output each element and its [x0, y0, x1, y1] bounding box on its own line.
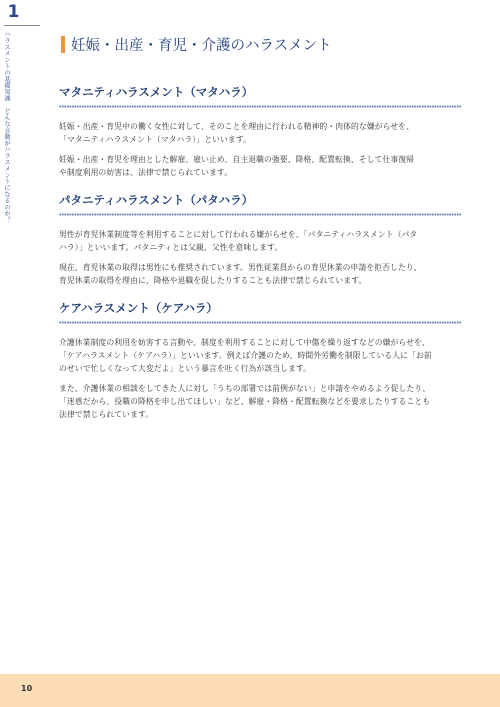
- chapter-divider: [4, 25, 40, 26]
- chapter-side-title: ハラスメントの基礎知識 どんな言動がハラスメントになるのか？: [3, 31, 10, 223]
- title-accent-bar: [61, 36, 65, 53]
- paragraph: 男性が育児休業制度等を利用することに対して行われる嫌がらせを、「パタニティハラスメント（パタ ハラ）」といいます。パタニティとは父親、父性を意味します。: [59, 230, 418, 252]
- chapter-number: 1: [7, 2, 20, 22]
- footer-band: [0, 674, 500, 707]
- paragraph: 妊娠・出産・育児を理由とした解雇、雇い止め、自主退職の強要、降格、配置転換、そして仕事復帰 や制度利用の妨害は、法律で禁じられています。: [59, 155, 415, 177]
- paragraph: 妊娠・出産・育児中の働く女性に対して、そのことを理由に行われる精神的・肉体的な嫌がらせを、 「マタニティハラスメント（マタハラ）」といいます。: [59, 122, 414, 144]
- paragraph: 現在、育児休業の取得は男性にも推奨されています。男性従業員からの育児休業の申請を拒否したり、 育児休業の取得を理由に、降格や退職を促したりすることも法律で禁じられています。: [59, 263, 422, 285]
- section-heading: パタニティハラスメント（パタハラ）: [59, 193, 254, 207]
- section-keahara: [59, 300, 461, 428]
- paragraph: 介護休業制度の利用を妨害する言動や、制度を利用することに対して中傷を繰り返すなどの嫌がらせを、 「ケアハラスメント（ケアハラ）」といいます。例えば介護のため、時間外労働を制限している人に「お前 のせいで忙しくなって大変だよ」という暴言を吐く行為が該当します。: [59, 338, 432, 373]
- dotted-divider: [59, 213, 461, 216]
- paragraph: また、介護休業の相談をしてきた人に対し「うちの部署では前例がない」と申請をやめるよう促したり、 「迷惑だから、役職の降格を申し出てほしい」など、解雇・降格・配置転換などを要求したりすることも 法律で禁じられています。: [59, 384, 431, 419]
- section-patahara: [59, 192, 461, 294]
- page-number: 10: [21, 684, 33, 693]
- dotted-divider: [59, 321, 461, 324]
- dotted-divider: [59, 105, 461, 108]
- section-matahara: [59, 84, 461, 186]
- section-heading: ケアハラスメント（ケアハラ）: [59, 301, 218, 315]
- section-heading: マタニティハラスメント（マタハラ）: [59, 85, 254, 99]
- page-title-text: 妊娠・出産・育児・介護のハラスメント: [71, 38, 332, 54]
- page-title: [61, 34, 332, 55]
